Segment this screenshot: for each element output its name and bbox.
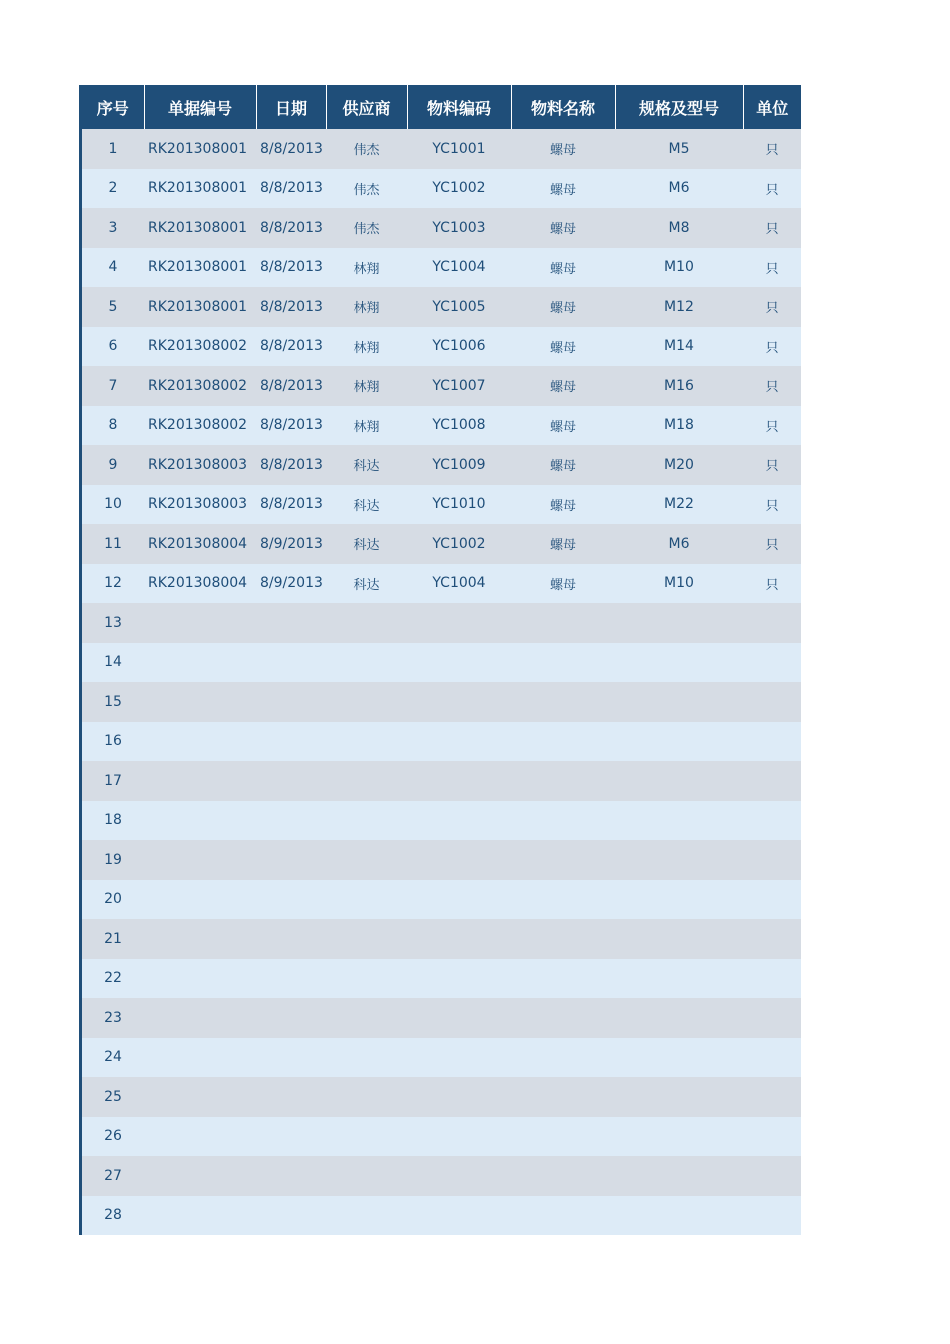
- cell-supplier[interactable]: 伟杰: [326, 129, 407, 169]
- table-row: [82, 327, 801, 367]
- table-row: [82, 524, 801, 564]
- cell-unit[interactable]: [743, 880, 801, 920]
- cell-date[interactable]: 8/9/2013: [256, 524, 326, 564]
- table-row: [82, 208, 801, 248]
- cell-material-name[interactable]: [511, 682, 615, 722]
- table-row: [82, 682, 801, 722]
- cell-material-code[interactable]: YC1010: [407, 485, 511, 525]
- table-row: [82, 287, 801, 327]
- cell-unit[interactable]: [743, 959, 801, 999]
- cell-unit[interactable]: 只: [743, 445, 801, 485]
- cell-doc-no[interactable]: [144, 840, 256, 880]
- cell-supplier[interactable]: [326, 1156, 407, 1196]
- cell-supplier[interactable]: [326, 1196, 407, 1236]
- cell-spec[interactable]: M18: [615, 406, 743, 446]
- cell-supplier[interactable]: 林翔: [326, 287, 407, 327]
- cell-material-code[interactable]: [407, 840, 511, 880]
- cell-material-name[interactable]: [511, 840, 615, 880]
- cell-material-name[interactable]: [511, 1077, 615, 1117]
- table-row: [82, 643, 801, 683]
- cell-supplier[interactable]: 林翔: [326, 366, 407, 406]
- cell-material-code[interactable]: YC1009: [407, 445, 511, 485]
- cell-seq[interactable]: 27: [82, 1156, 144, 1196]
- cell-material-code[interactable]: [407, 801, 511, 841]
- cell-supplier[interactable]: [326, 761, 407, 801]
- cell-material-name[interactable]: 螺母: [511, 169, 615, 209]
- cell-material-code[interactable]: [407, 1038, 511, 1078]
- table-row: [82, 1117, 801, 1157]
- cell-unit[interactable]: [743, 722, 801, 762]
- cell-doc-no[interactable]: RK201308001: [144, 169, 256, 209]
- cell-material-code[interactable]: [407, 643, 511, 683]
- cell-unit[interactable]: 只: [743, 366, 801, 406]
- cell-material-name[interactable]: [511, 643, 615, 683]
- cell-supplier[interactable]: [326, 919, 407, 959]
- cell-doc-no[interactable]: [144, 1038, 256, 1078]
- cell-date[interactable]: [256, 959, 326, 999]
- cell-material-name[interactable]: [511, 801, 615, 841]
- cell-material-code[interactable]: YC1006: [407, 327, 511, 367]
- cell-supplier[interactable]: [326, 1038, 407, 1078]
- cell-material-name[interactable]: 螺母: [511, 248, 615, 288]
- header-row: [82, 85, 801, 129]
- cell-seq[interactable]: 4: [82, 248, 144, 288]
- cell-material-code[interactable]: YC1004: [407, 248, 511, 288]
- cell-material-code[interactable]: [407, 1077, 511, 1117]
- cell-material-name[interactable]: 螺母: [511, 485, 615, 525]
- inbound-records-table: [82, 85, 801, 1235]
- cell-supplier[interactable]: [326, 801, 407, 841]
- cell-spec[interactable]: M12: [615, 287, 743, 327]
- table-row: [82, 129, 801, 169]
- cell-material-code[interactable]: YC1002: [407, 524, 511, 564]
- cell-spec[interactable]: [615, 919, 743, 959]
- cell-seq[interactable]: 9: [82, 445, 144, 485]
- cell-spec[interactable]: [615, 840, 743, 880]
- cell-supplier[interactable]: 科达: [326, 445, 407, 485]
- cell-material-code[interactable]: [407, 959, 511, 999]
- cell-material-code[interactable]: YC1003: [407, 208, 511, 248]
- cell-seq[interactable]: 24: [82, 1038, 144, 1078]
- cell-date[interactable]: [256, 840, 326, 880]
- cell-date[interactable]: 8/8/2013: [256, 129, 326, 169]
- cell-material-code[interactable]: [407, 682, 511, 722]
- cell-seq[interactable]: 3: [82, 208, 144, 248]
- cell-supplier[interactable]: [326, 840, 407, 880]
- cell-doc-no[interactable]: RK201308001: [144, 287, 256, 327]
- table-row: [82, 1038, 801, 1078]
- cell-material-code[interactable]: [407, 998, 511, 1038]
- cell-date[interactable]: [256, 998, 326, 1038]
- table-row: [82, 840, 801, 880]
- cell-seq[interactable]: 12: [82, 564, 144, 604]
- cell-spec[interactable]: [615, 722, 743, 762]
- cell-unit[interactable]: [743, 840, 801, 880]
- cell-date[interactable]: [256, 761, 326, 801]
- cell-material-code[interactable]: [407, 1156, 511, 1196]
- cell-material-code[interactable]: [407, 722, 511, 762]
- cell-spec[interactable]: M22: [615, 485, 743, 525]
- cell-unit[interactable]: [743, 643, 801, 683]
- cell-material-name[interactable]: [511, 722, 615, 762]
- cell-spec[interactable]: [615, 682, 743, 722]
- cell-spec[interactable]: M6: [615, 524, 743, 564]
- cell-unit[interactable]: 只: [743, 564, 801, 604]
- cell-material-name[interactable]: 螺母: [511, 366, 615, 406]
- cell-doc-no[interactable]: RK201308001: [144, 248, 256, 288]
- cell-material-code[interactable]: YC1002: [407, 169, 511, 209]
- cell-material-name[interactable]: 螺母: [511, 208, 615, 248]
- cell-date[interactable]: [256, 1156, 326, 1196]
- cell-doc-no[interactable]: [144, 682, 256, 722]
- cell-seq[interactable]: 6: [82, 327, 144, 367]
- cell-spec[interactable]: [615, 880, 743, 920]
- cell-unit[interactable]: 只: [743, 406, 801, 446]
- cell-date[interactable]: 8/8/2013: [256, 248, 326, 288]
- cell-unit[interactable]: [743, 998, 801, 1038]
- cell-material-name[interactable]: [511, 1156, 615, 1196]
- cell-date[interactable]: 8/8/2013: [256, 169, 326, 209]
- cell-supplier[interactable]: 林翔: [326, 406, 407, 446]
- cell-date[interactable]: 8/8/2013: [256, 327, 326, 367]
- cell-spec[interactable]: [615, 1077, 743, 1117]
- cell-doc-no[interactable]: [144, 1196, 256, 1236]
- cell-spec[interactable]: M8: [615, 208, 743, 248]
- cell-doc-no[interactable]: RK201308003: [144, 445, 256, 485]
- cell-material-code[interactable]: YC1004: [407, 564, 511, 604]
- cell-doc-no[interactable]: [144, 919, 256, 959]
- cell-seq[interactable]: 15: [82, 682, 144, 722]
- cell-supplier[interactable]: 科达: [326, 564, 407, 604]
- cell-spec[interactable]: [615, 1038, 743, 1078]
- cell-material-name[interactable]: [511, 1038, 615, 1078]
- cell-seq[interactable]: 18: [82, 801, 144, 841]
- cell-supplier[interactable]: [326, 722, 407, 762]
- cell-seq[interactable]: 22: [82, 959, 144, 999]
- cell-date[interactable]: [256, 643, 326, 683]
- cell-unit[interactable]: 只: [743, 208, 801, 248]
- table-row: [82, 761, 801, 801]
- cell-doc-no[interactable]: RK201308004: [144, 524, 256, 564]
- table-row: [82, 485, 801, 525]
- table-row: [82, 919, 801, 959]
- cell-material-name[interactable]: [511, 959, 615, 999]
- cell-material-code[interactable]: [407, 919, 511, 959]
- table-row: [82, 959, 801, 999]
- cell-date[interactable]: [256, 880, 326, 920]
- cell-doc-no[interactable]: [144, 1117, 256, 1157]
- cell-doc-no[interactable]: [144, 998, 256, 1038]
- cell-spec[interactable]: [615, 603, 743, 643]
- cell-spec[interactable]: M5: [615, 129, 743, 169]
- cell-supplier[interactable]: [326, 1077, 407, 1117]
- cell-material-name[interactable]: [511, 761, 615, 801]
- cell-unit[interactable]: [743, 1156, 801, 1196]
- cell-supplier[interactable]: 科达: [326, 485, 407, 525]
- cell-material-name[interactable]: [511, 1196, 615, 1236]
- cell-spec[interactable]: [615, 1117, 743, 1157]
- cell-date[interactable]: [256, 1196, 326, 1236]
- header-material-code[interactable]: 物料编码: [407, 85, 511, 129]
- cell-date[interactable]: 8/8/2013: [256, 366, 326, 406]
- table-row: [82, 1077, 801, 1117]
- cell-unit[interactable]: 只: [743, 169, 801, 209]
- cell-doc-no[interactable]: [144, 761, 256, 801]
- cell-date[interactable]: 8/8/2013: [256, 208, 326, 248]
- cell-material-code[interactable]: [407, 761, 511, 801]
- cell-doc-no[interactable]: [144, 603, 256, 643]
- cell-material-name[interactable]: [511, 998, 615, 1038]
- cell-unit[interactable]: [743, 801, 801, 841]
- cell-doc-no[interactable]: RK201308001: [144, 129, 256, 169]
- cell-material-code[interactable]: [407, 603, 511, 643]
- cell-spec[interactable]: M6: [615, 169, 743, 209]
- cell-material-code[interactable]: [407, 1196, 511, 1236]
- cell-date[interactable]: [256, 682, 326, 722]
- cell-unit[interactable]: [743, 1196, 801, 1236]
- header-supplier[interactable]: 供应商: [326, 85, 407, 129]
- table-row: [82, 998, 801, 1038]
- cell-unit[interactable]: 只: [743, 248, 801, 288]
- table-row: [82, 366, 801, 406]
- cell-material-code[interactable]: YC1001: [407, 129, 511, 169]
- table-row: [82, 801, 801, 841]
- cell-seq[interactable]: 11: [82, 524, 144, 564]
- cell-seq[interactable]: 5: [82, 287, 144, 327]
- cell-seq[interactable]: 23: [82, 998, 144, 1038]
- cell-seq[interactable]: 14: [82, 643, 144, 683]
- table-row: [82, 722, 801, 762]
- cell-material-name[interactable]: [511, 603, 615, 643]
- cell-unit[interactable]: [743, 1077, 801, 1117]
- cell-supplier[interactable]: [326, 880, 407, 920]
- cell-date[interactable]: 8/8/2013: [256, 445, 326, 485]
- cell-material-code[interactable]: YC1008: [407, 406, 511, 446]
- cell-material-name[interactable]: [511, 1117, 615, 1157]
- cell-seq[interactable]: 10: [82, 485, 144, 525]
- cell-spec[interactable]: [615, 998, 743, 1038]
- cell-seq[interactable]: 7: [82, 366, 144, 406]
- table-row: [82, 603, 801, 643]
- header-unit[interactable]: 单位: [743, 85, 801, 129]
- cell-supplier[interactable]: 林翔: [326, 327, 407, 367]
- cell-seq[interactable]: 16: [82, 722, 144, 762]
- cell-doc-no[interactable]: RK201308003: [144, 485, 256, 525]
- cell-supplier[interactable]: [326, 682, 407, 722]
- cell-supplier[interactable]: [326, 1117, 407, 1157]
- cell-material-name[interactable]: [511, 880, 615, 920]
- cell-unit[interactable]: 只: [743, 485, 801, 525]
- cell-date[interactable]: 8/9/2013: [256, 564, 326, 604]
- cell-date[interactable]: 8/8/2013: [256, 287, 326, 327]
- cell-doc-no[interactable]: [144, 1156, 256, 1196]
- cell-supplier[interactable]: [326, 603, 407, 643]
- cell-spec[interactable]: [615, 801, 743, 841]
- cell-doc-no[interactable]: [144, 643, 256, 683]
- cell-supplier[interactable]: [326, 643, 407, 683]
- table-row: [82, 406, 801, 446]
- cell-seq[interactable]: 1: [82, 129, 144, 169]
- cell-date[interactable]: [256, 603, 326, 643]
- table-body: [82, 129, 801, 1235]
- cell-seq[interactable]: 20: [82, 880, 144, 920]
- header-material-name[interactable]: 物料名称: [511, 85, 615, 129]
- cell-material-name[interactable]: 螺母: [511, 287, 615, 327]
- cell-spec[interactable]: M16: [615, 366, 743, 406]
- cell-unit[interactable]: [743, 1038, 801, 1078]
- cell-unit[interactable]: [743, 919, 801, 959]
- cell-seq[interactable]: 13: [82, 603, 144, 643]
- cell-seq[interactable]: 19: [82, 840, 144, 880]
- cell-date[interactable]: [256, 919, 326, 959]
- cell-spec[interactable]: M10: [615, 564, 743, 604]
- cell-material-name[interactable]: 螺母: [511, 129, 615, 169]
- cell-date[interactable]: [256, 1038, 326, 1078]
- cell-doc-no[interactable]: RK201308004: [144, 564, 256, 604]
- header-date[interactable]: 日期: [256, 85, 326, 129]
- inbound-table-container: [79, 85, 801, 1235]
- cell-material-code[interactable]: YC1005: [407, 287, 511, 327]
- cell-supplier[interactable]: [326, 959, 407, 999]
- cell-supplier[interactable]: 林翔: [326, 248, 407, 288]
- cell-seq[interactable]: 2: [82, 169, 144, 209]
- cell-doc-no[interactable]: [144, 801, 256, 841]
- cell-spec[interactable]: [615, 643, 743, 683]
- cell-supplier[interactable]: 伟杰: [326, 169, 407, 209]
- cell-material-name[interactable]: 螺母: [511, 445, 615, 485]
- cell-unit[interactable]: 只: [743, 524, 801, 564]
- table-row: [82, 445, 801, 485]
- cell-seq[interactable]: 25: [82, 1077, 144, 1117]
- cell-doc-no[interactable]: [144, 880, 256, 920]
- cell-spec[interactable]: [615, 761, 743, 801]
- cell-doc-no[interactable]: [144, 722, 256, 762]
- cell-seq[interactable]: 21: [82, 919, 144, 959]
- cell-unit[interactable]: 只: [743, 287, 801, 327]
- cell-spec[interactable]: M14: [615, 327, 743, 367]
- header-doc-no[interactable]: 单据编号: [144, 85, 256, 129]
- cell-unit[interactable]: [743, 682, 801, 722]
- cell-spec[interactable]: [615, 959, 743, 999]
- table-row: [82, 880, 801, 920]
- table-row: [82, 564, 801, 604]
- cell-date[interactable]: 8/8/2013: [256, 485, 326, 525]
- cell-doc-no[interactable]: RK201308002: [144, 406, 256, 446]
- cell-date[interactable]: [256, 801, 326, 841]
- cell-spec[interactable]: [615, 1196, 743, 1236]
- cell-date[interactable]: [256, 1077, 326, 1117]
- cell-material-name[interactable]: [511, 919, 615, 959]
- cell-spec[interactable]: M20: [615, 445, 743, 485]
- cell-unit[interactable]: 只: [743, 327, 801, 367]
- cell-unit[interactable]: [743, 761, 801, 801]
- cell-material-name[interactable]: 螺母: [511, 406, 615, 446]
- cell-unit[interactable]: 只: [743, 129, 801, 169]
- cell-doc-no[interactable]: RK201308001: [144, 208, 256, 248]
- cell-spec[interactable]: [615, 1156, 743, 1196]
- cell-date[interactable]: 8/8/2013: [256, 406, 326, 446]
- cell-material-name[interactable]: 螺母: [511, 564, 615, 604]
- cell-seq[interactable]: 8: [82, 406, 144, 446]
- table-row: [82, 248, 801, 288]
- cell-doc-no[interactable]: [144, 959, 256, 999]
- cell-doc-no[interactable]: RK201308002: [144, 366, 256, 406]
- header-seq[interactable]: 序号: [82, 85, 144, 129]
- cell-material-code[interactable]: [407, 880, 511, 920]
- cell-material-name[interactable]: 螺母: [511, 524, 615, 564]
- cell-date[interactable]: [256, 722, 326, 762]
- cell-material-name[interactable]: 螺母: [511, 327, 615, 367]
- cell-seq[interactable]: 26: [82, 1117, 144, 1157]
- cell-unit[interactable]: [743, 603, 801, 643]
- cell-seq[interactable]: 28: [82, 1196, 144, 1236]
- cell-material-code[interactable]: YC1007: [407, 366, 511, 406]
- cell-supplier[interactable]: [326, 998, 407, 1038]
- cell-spec[interactable]: M10: [615, 248, 743, 288]
- cell-supplier[interactable]: 科达: [326, 524, 407, 564]
- cell-date[interactable]: [256, 1117, 326, 1157]
- table-row: [82, 1156, 801, 1196]
- cell-unit[interactable]: [743, 1117, 801, 1157]
- cell-supplier[interactable]: 伟杰: [326, 208, 407, 248]
- cell-doc-no[interactable]: [144, 1077, 256, 1117]
- header-spec[interactable]: 规格及型号: [615, 85, 743, 129]
- table-row: [82, 169, 801, 209]
- cell-material-code[interactable]: [407, 1117, 511, 1157]
- cell-seq[interactable]: 17: [82, 761, 144, 801]
- table-row: [82, 1196, 801, 1236]
- cell-doc-no[interactable]: RK201308002: [144, 327, 256, 367]
